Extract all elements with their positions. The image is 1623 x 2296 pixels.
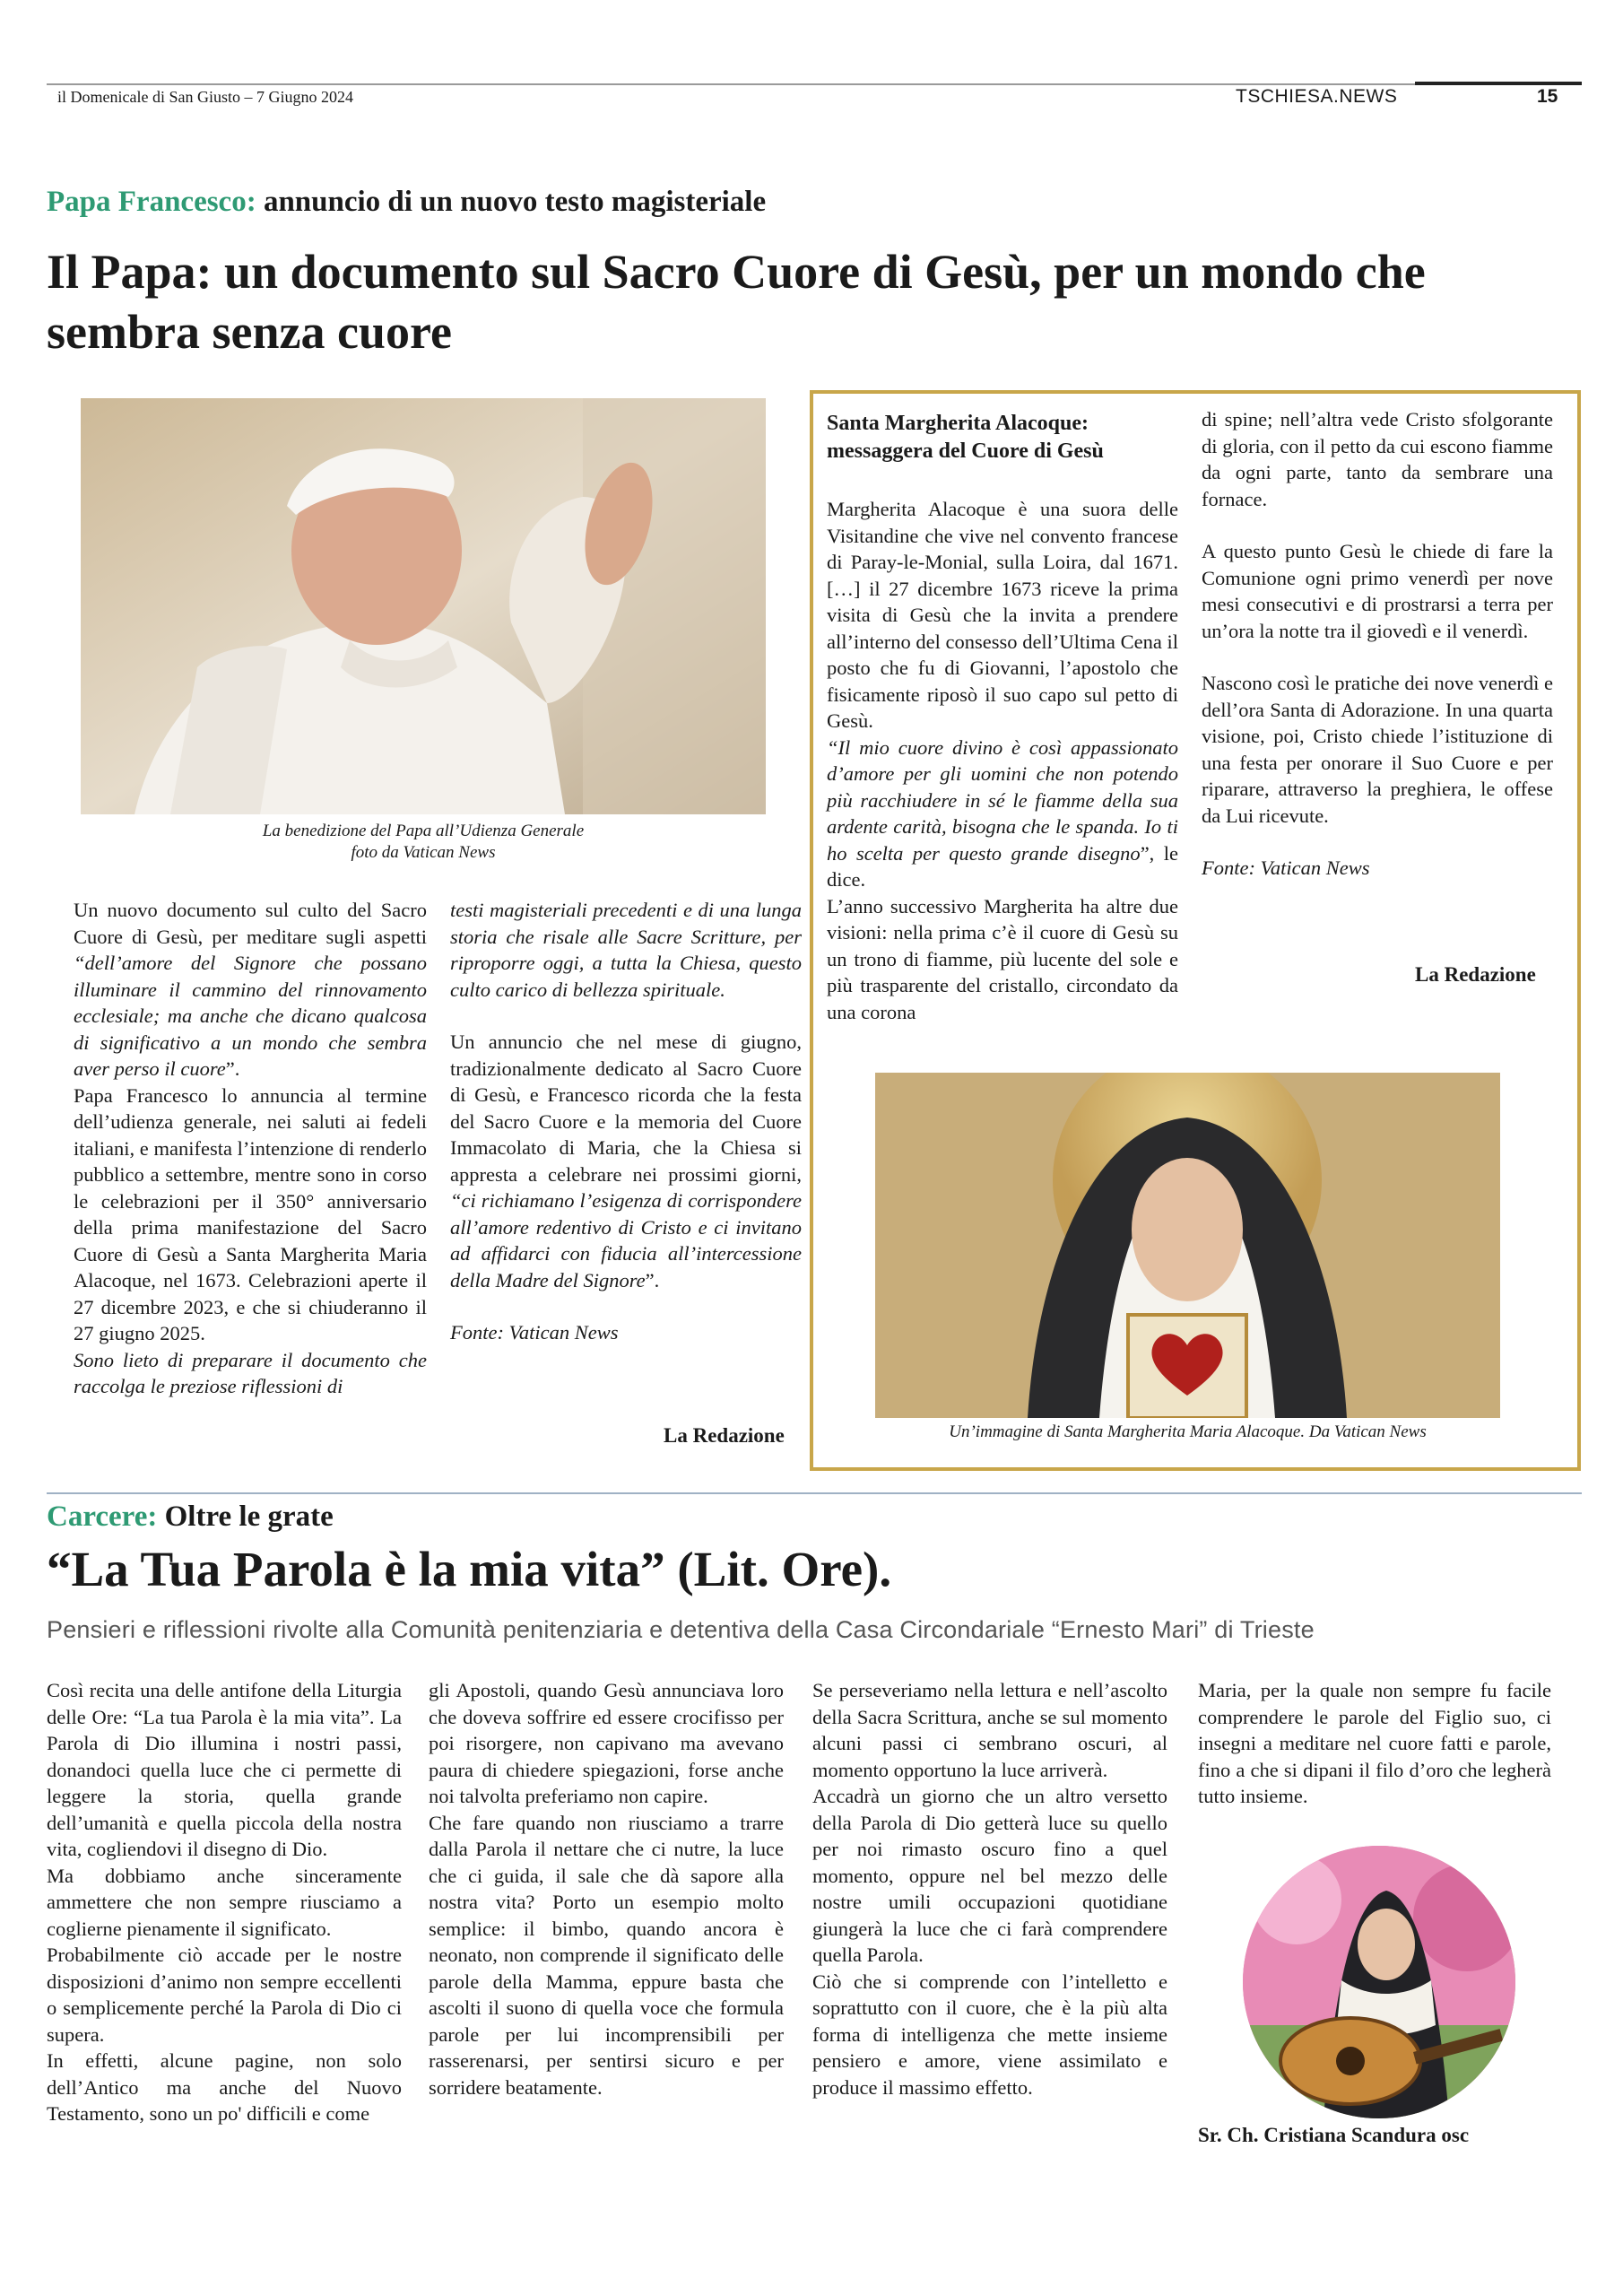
- paragraph: Sono lieto di preparare il documento che raccolga le preziose riflessioni di: [74, 1348, 427, 1397]
- paragraph: L’anno successivo Margherita ha altre due visioni: nella prima c’è il cuore di Gesù su un trono di fiamme, più lucente del sole e più trasparente del cristallo, circondato da una corona: [827, 894, 1178, 1023]
- paragraph: Così recita una delle antifone della Liturgia delle Ore: “La tua Parola è la mia vita”. La Parola di Dio illumina i nostri passi, donandoci quella luce che ci permette di leggere la storia, quella grande dell’umanità e quella piccola della nostra vita, cogliendovi il disegno di Dio.: [47, 1679, 402, 1860]
- page-number: 15: [1537, 86, 1558, 107]
- article1-headline: Il Papa: un documento sul Sacro Cuore di Gesù, per un mondo che sembra senza cuore: [47, 245, 1426, 359]
- article2-column-1: [47, 1677, 402, 2127]
- paragraph: Nascono così le pratiche dei nove venerdì e dell’ora Santa di Adorazione. In una quarta visione, poi, Cristo chiede l’istituzione di una festa per onorare il Suo Cuore e per riparare, attraverso la preghiera, le offese da Lui ricevute.: [1202, 672, 1553, 827]
- paragraph: Che fare quando non riusciamo a trarre dalla Parola il nettare che ci nutre, la luce che ci guida, il sale che dà sapore alla nostra vita? Porto un esempio molto semplice: il bimbo, quando ancora è neonato, non comprende il significato delle parole della Mamma, eppure basta che ascolti il suono di quella voce che formula parole per lui incomprensibili per rasserenarsi, per sentirsi sicuro e per sorridere beatamente.: [429, 1811, 784, 2099]
- article2-column-4: [1198, 1677, 1551, 1810]
- paragraph: In effetti, alcune pagine, non solo dell’Antico ma anche del Nuovo Testamento, sono un po' difficili e come: [47, 2049, 402, 2125]
- paragraph: Margherita Alacoque è una suora delle Visitandine che vive nel convento francese di Paray-le-Monial, sulla Loira, dal 1671. […] il 27 dicembre 1673 riceve la prima visita di Gesù che la invita a prendere all’interno del consesso dell’Ultima Cena il posto che fu di Giovanni, l’apostolo che fisicamente riposò il suo capo sul petto di Gesù.: [827, 498, 1178, 732]
- paragraph: di spine; nell’altra vede Cristo sfolgorante di gloria, con il petto da cui escono fiamme da ogni parte, tanto da sembrare una fornace.: [1202, 408, 1553, 510]
- saint-illustration: [875, 1073, 1500, 1418]
- sidebar-column-2: [1202, 406, 1553, 882]
- sidebar-column-1: [827, 496, 1178, 1025]
- paragraph: [450, 1029, 802, 1293]
- site-name: TSCHIESA.NEWS: [1236, 86, 1398, 107]
- paragraph: A questo punto Gesù le chiede di fare la Comunione ogni primo venerdì per nove mesi consecutivi e di prostrarsi a terra per un’ora la notte tra il giovedì e il venerdì.: [1202, 540, 1553, 642]
- article2-kicker-topic: Oltre le grate: [164, 1500, 334, 1533]
- article2-author: Sr. Ch. Cristiana Scandura osc: [1198, 2124, 1470, 2146]
- paragraph: Papa Francesco lo annuncia al termine dell’udienza generale, nei saluti ai fedeli italiani, e manifesta l’intenzione di renderlo pubblico a settembre, mentre sono in corso le celebrazioni per il 350° anniversario della prima manifestazione del Sacro Cuore di Gesù a Santa Margherita Maria Alacoque, nel 1673. Celebrazioni aperte il 27 dicembre 2023, e che si chiuderanno il 27 giugno 2025.: [74, 1083, 427, 1344]
- article2-kicker: [47, 1500, 334, 1534]
- paragraph: [74, 897, 427, 1083]
- quote: “dell’amore del Signore che possano illuminare il cammino del rinnovamento ecclesiale; ma anche che dicano qualcosa di significativo a un mondo che sembra aver perso il cuore: [74, 952, 427, 1080]
- article1-signature: La Redazione: [664, 1424, 785, 1447]
- article2-headline: “La Tua Parola è la mia vita” (Lit. Ore).: [47, 1542, 892, 1596]
- caption-credit: foto da Vatican News: [351, 843, 496, 862]
- text: Un nuovo documento sul culto del Sacro Cuore di Gesù, per meditare sugli aspetti: [74, 899, 427, 948]
- text: ”.: [645, 1268, 660, 1292]
- paragraph: Maria, per la quale non sempre fu facile comprendere le parole del Figlio suo, ci insegni a meditare nel cuore fatti e parole, fino a che si dipani il filo d’oro che legherà tutto insieme.: [1198, 1679, 1551, 1807]
- paragraph: Ciò che si comprende con l’intelletto e soprattutto con il cuore, che è la più alta forma di intelligenza che mette insieme pensiero e amore, viene assimilato e produce il massimo effetto.: [812, 1970, 1167, 2099]
- article1-column-1: [74, 897, 427, 1400]
- author-illustration: [1243, 1846, 1515, 2118]
- article1-kicker: [47, 186, 766, 219]
- article1-kicker-topic: annuncio di un nuovo testo magisteriale: [263, 186, 767, 218]
- paragraph: Ma dobbiamo anche sinceramente ammettere che non sempre riusciamo a coglierne pienamente il significato.: [47, 1864, 402, 1940]
- paragraph: Probabilmente ciò accade per le nostre disposizioni d’animo non sempre eccellenti o semplicemente perché la Parola di Dio ci supera.: [47, 1944, 402, 2046]
- paragraph: [827, 735, 1178, 893]
- pope-photo-caption: [81, 821, 766, 864]
- sidebar-signature: La Redazione: [1415, 963, 1536, 986]
- quote: “Il mio cuore divino è così appassionato d’amore per gli uomini che non potendo più racchiudere in sé le fiamme della sua ardente carità, bisogna che le spanda. Io ti ho scelta per questo grande disegno: [827, 735, 1178, 865]
- source-line: Fonte: Vatican News: [450, 1321, 619, 1344]
- article2-column-2: [429, 1677, 784, 2100]
- pope-photo: [81, 398, 766, 814]
- paragraph: Se perseveriamo nella lettura e nell’ascolto della Sacra Scrittura, anche se sul momento alcuni passi ci sembrano oscuri, al momento opportuno la luce arriverà.: [812, 1679, 1167, 1781]
- article2-subhead: Pensieri e riflessioni rivolte alla Comunità penitenziaria e detentiva della Casa Circondariale “Ernesto Mari” di Trieste: [47, 1616, 1315, 1643]
- article1-column-2: [450, 897, 802, 1346]
- text: ”, le dice.: [827, 841, 1178, 891]
- article2-kicker-section: Carcere:: [47, 1500, 158, 1533]
- pope-illustration: [81, 398, 766, 814]
- sidebar-title: Santa Margherita Alacoque: messaggera del Cuore di Gesù: [827, 412, 1104, 463]
- header-rule-accent: [1415, 82, 1582, 85]
- text: Un annuncio che nel mese di giugno, tradizionalmente dedicato al Sacro Cuore di Gesù, e Francesco ricorda che la festa del Sacro Cuore e la memoria del Cuore Immacolato di Maria, che la Chiesa si appresta a celebrare nei prossimi giorni,: [450, 1031, 802, 1186]
- section-divider: [47, 1492, 1582, 1494]
- header-rule: [47, 83, 1582, 85]
- author-photo: [1243, 1846, 1515, 2118]
- paragraph: testi magisteriali precedenti e di una lunga storia che risale alle Sacre Scritture, per riproporre oggi, a tutta la Chiesa, questo culto carico di bellezza spirituale.: [450, 899, 802, 1001]
- paragraph: Accadrà un giorno che un altro versetto della Parola di Dio getterà luce su quello per noi rimasto oscuro fino a quel momento, oppure nel bel mezzo delle nostre umili occupazioni quotidiane giungerà la luce che ci farà comprendere quella Parola.: [812, 1785, 1167, 1966]
- article1-kicker-section: Papa Francesco:: [47, 186, 256, 218]
- source-line: Fonte: Vatican News: [1202, 857, 1370, 879]
- text: ”.: [225, 1057, 240, 1080]
- saint-photo: [875, 1073, 1500, 1418]
- paragraph: gli Apostoli, quando Gesù annunciava loro che doveva soffrire ed essere crocifisso per poi risorgere, non capivano ma avevano paura di chiedere spiegazioni, forse anche noi talvolta preferiamo non capire.: [429, 1679, 784, 1807]
- quote: “ci richiamano l’esigenza di corrispondere all’amore redentivo di Cristo e ci invitano ad affidarci con fiducia all’intercessione della Madre del Signore: [450, 1189, 802, 1292]
- caption-line: La benedizione del Papa all’Udienza Generale: [262, 822, 585, 840]
- publication-name: il Domenicale di San Giusto – 7 Giugno 2024: [57, 88, 353, 106]
- saint-photo-caption: Un’immagine di Santa Margherita Maria Alacoque. Da Vatican News: [949, 1422, 1427, 1441]
- article2-column-3: [812, 1677, 1167, 2100]
